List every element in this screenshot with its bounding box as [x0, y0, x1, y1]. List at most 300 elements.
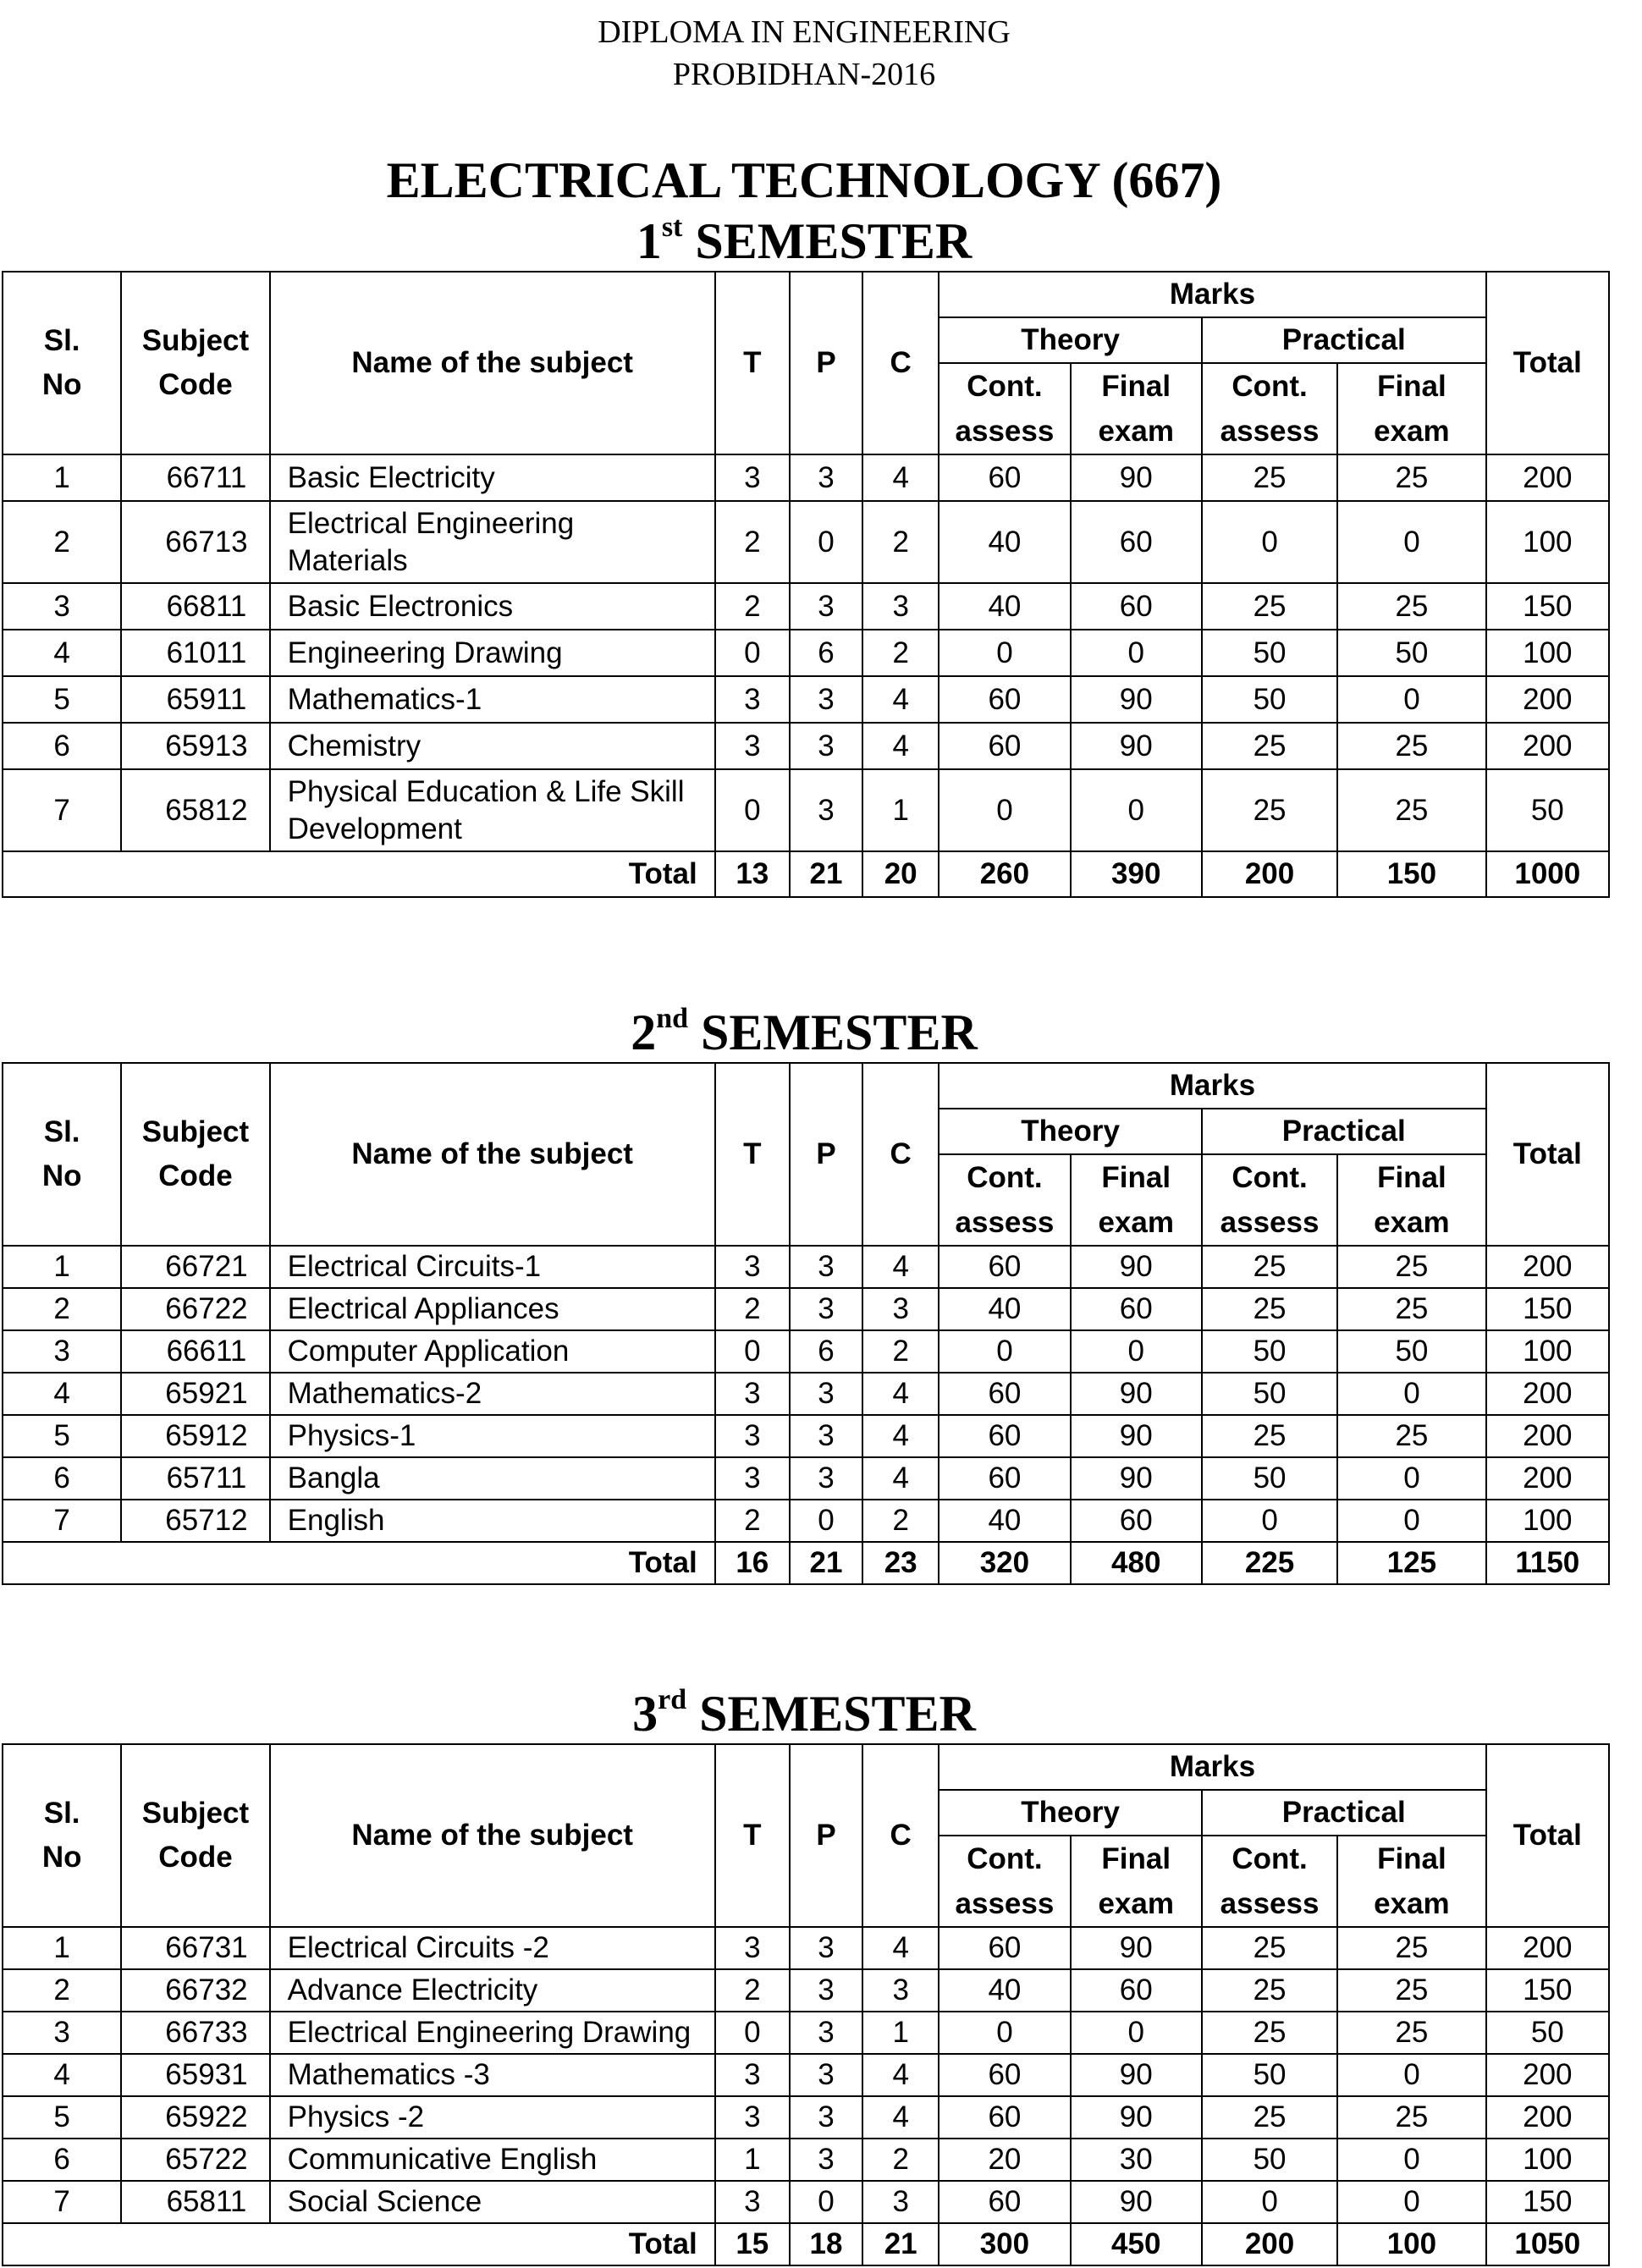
cell-total: 150: [1486, 583, 1609, 630]
subject-row: [3, 1500, 1609, 1542]
cell-practical-final-exam: 25: [1337, 769, 1485, 851]
semester-label: SEMESTER: [699, 1686, 976, 1742]
semester-label: SEMESTER: [695, 213, 973, 269]
cell-c: 3: [862, 2181, 939, 2223]
total-c: 21: [862, 2223, 939, 2265]
cell-practical-final-exam: 25: [1337, 583, 1485, 630]
cell-c: 4: [862, 676, 939, 723]
subject-row: [3, 769, 1609, 851]
cell-subject-name: [270, 501, 715, 583]
col-header-c: C: [862, 1744, 939, 1927]
cell-theory-final-exam: 0: [1071, 1330, 1202, 1373]
col-header-subject-name: Name of the subject: [270, 272, 715, 454]
cell-practical-final-exam: 25: [1337, 2096, 1485, 2139]
subject-row: [3, 2012, 1609, 2054]
cell-t: 3: [715, 2181, 790, 2223]
totals-row: [3, 851, 1609, 897]
cell-p: 3: [790, 676, 862, 723]
subject-row: [3, 1927, 1609, 1969]
col-header-theory-final: Final: [1071, 1836, 1202, 1881]
cell-t: 2: [715, 501, 790, 583]
cell-practical-cont-assess: 0: [1202, 501, 1337, 583]
total-theory-final-exam: 480: [1071, 1542, 1202, 1584]
cell-c: 3: [862, 1969, 939, 2012]
totals-label: Total: [3, 1542, 715, 1584]
col-header-theory-assess: assess: [939, 409, 1070, 454]
col-header-practical-final: Final: [1337, 363, 1485, 409]
col-header-theory-assess: assess: [939, 1200, 1070, 1246]
cell-subject-name: [270, 2012, 715, 2054]
cell-subject-name: [270, 1969, 715, 2012]
semester-number: 1: [636, 213, 662, 269]
col-header-theory-cont: Cont.: [939, 1836, 1070, 1881]
semester-number: 2: [631, 1005, 657, 1060]
cell-theory-cont-assess: 60: [939, 1373, 1070, 1415]
cell-subject-code: 65913: [121, 723, 269, 769]
cell-practical-final-exam: 0: [1337, 2181, 1485, 2223]
cell-subject-code: 65812: [121, 769, 269, 851]
subject-row: [3, 1330, 1609, 1373]
cell-subject-code: 66721: [121, 1246, 269, 1288]
cell-practical-cont-assess: 50: [1202, 1330, 1337, 1373]
total-theory-cont-assess: 320: [939, 1542, 1070, 1584]
subject-name-line: Mathematics-1: [287, 682, 482, 716]
col-header-theory: Theory: [939, 1109, 1202, 1154]
subject-row: [3, 1373, 1609, 1415]
cell-sl-no: 5: [3, 676, 121, 723]
cell-theory-final-exam: 90: [1071, 1927, 1202, 1969]
cell-subject-code: 66611: [121, 1330, 269, 1373]
total-theory-final-exam: 450: [1071, 2223, 1202, 2265]
col-header-sl-no: [3, 1744, 121, 1927]
col-header-p: P: [790, 1744, 862, 1927]
cell-c: 4: [862, 1927, 939, 1969]
cell-t: 3: [715, 454, 790, 501]
cell-t: 3: [715, 1246, 790, 1288]
cell-t: 0: [715, 1330, 790, 1373]
subject-name-line: Engineering Drawing: [287, 636, 563, 669]
totals-row: [3, 1542, 1609, 1584]
col-header-c: C: [862, 1063, 939, 1246]
total-theory-cont-assess: 260: [939, 851, 1070, 897]
cell-c: 4: [862, 1246, 939, 1288]
cell-total: 100: [1486, 1500, 1609, 1542]
cell-subject-name: [270, 2139, 715, 2181]
cell-total: 50: [1486, 769, 1609, 851]
cell-sl-no: 1: [3, 1246, 121, 1288]
subject-name-line: Bangla: [287, 1462, 380, 1495]
cell-theory-cont-assess: 0: [939, 1330, 1070, 1373]
cell-theory-cont-assess: 40: [939, 1969, 1070, 2012]
cell-c: 1: [862, 2012, 939, 2054]
cell-total: 200: [1486, 1927, 1609, 1969]
cell-c: 4: [862, 2054, 939, 2096]
subject-name-line: Electrical Circuits-1: [287, 1250, 542, 1283]
cell-theory-final-exam: 0: [1071, 630, 1202, 676]
cell-theory-cont-assess: 40: [939, 583, 1070, 630]
cell-practical-final-exam: 0: [1337, 1457, 1485, 1500]
curriculum-table: [2, 1743, 1610, 2266]
cell-subject-code: 65921: [121, 1373, 269, 1415]
cell-subject-code: 66722: [121, 1288, 269, 1330]
cell-t: 2: [715, 1500, 790, 1542]
cell-sl-no: 6: [3, 1457, 121, 1500]
cell-theory-final-exam: 90: [1071, 2096, 1202, 2139]
total-p: 21: [790, 1542, 862, 1584]
cell-sl-no: 6: [3, 723, 121, 769]
cell-total: 100: [1486, 501, 1609, 583]
col-header-practical-exam: exam: [1337, 1881, 1485, 1927]
col-header-theory-exam: exam: [1071, 409, 1202, 454]
cell-subject-code: 66711: [121, 454, 269, 501]
header-text: Subject: [141, 1115, 250, 1148]
cell-subject-name: [270, 1927, 715, 1969]
subject-name-line: Physical Education & Life Skill: [287, 774, 685, 808]
cell-theory-cont-assess: 60: [939, 1415, 1070, 1457]
cell-p: 3: [790, 2096, 862, 2139]
cell-p: 6: [790, 1330, 862, 1373]
subject-row: [3, 723, 1609, 769]
cell-subject-name: [270, 769, 715, 851]
col-header-theory-final: Final: [1071, 1154, 1202, 1200]
cell-theory-cont-assess: 0: [939, 769, 1070, 851]
cell-t: 2: [715, 1288, 790, 1330]
cell-p: 3: [790, 1969, 862, 2012]
cell-subject-code: 65711: [121, 1457, 269, 1500]
subject-row: [3, 1969, 1609, 2012]
cell-sl-no: 5: [3, 1415, 121, 1457]
grand-total: 1000: [1486, 851, 1609, 897]
cell-subject-code: 65811: [121, 2181, 269, 2223]
col-header-theory-final: Final: [1071, 363, 1202, 409]
cell-theory-cont-assess: 40: [939, 501, 1070, 583]
cell-sl-no: 2: [3, 1969, 121, 2012]
subject-name-line: Communicative English: [287, 2143, 598, 2176]
col-header-theory-exam: exam: [1071, 1200, 1202, 1246]
cell-sl-no: 1: [3, 1927, 121, 1969]
subject-name-line: Materials: [287, 543, 408, 577]
cell-theory-final-exam: 0: [1071, 769, 1202, 851]
cell-theory-cont-assess: 60: [939, 454, 1070, 501]
cell-t: 3: [715, 676, 790, 723]
semester-title: [0, 1003, 1608, 1062]
grand-total: 1050: [1486, 2223, 1609, 2265]
document-header-line2: PROBIDHAN-2016: [672, 57, 936, 92]
cell-practical-cont-assess: 25: [1202, 723, 1337, 769]
semester-title: [0, 212, 1608, 271]
semester-number: 3: [632, 1686, 658, 1742]
col-header-practical-final: Final: [1337, 1836, 1485, 1881]
cell-practical-final-exam: 25: [1337, 723, 1485, 769]
cell-c: 2: [862, 630, 939, 676]
header-text: Code: [158, 1159, 233, 1192]
col-header-marks: Marks: [939, 272, 1485, 317]
cell-theory-cont-assess: 60: [939, 676, 1070, 723]
header-text: No: [41, 1841, 82, 1874]
subject-name-line: Physics -2: [287, 2100, 425, 2133]
cell-c: 2: [862, 501, 939, 583]
cell-subject-code: 65722: [121, 2139, 269, 2181]
cell-theory-cont-assess: 20: [939, 2139, 1070, 2181]
cell-c: 4: [862, 2096, 939, 2139]
col-header-marks: Marks: [939, 1063, 1485, 1109]
cell-theory-cont-assess: 60: [939, 2054, 1070, 2096]
document-header-line1: DIPLOMA IN ENGINEERING: [598, 14, 1011, 50]
cell-t: 3: [715, 1373, 790, 1415]
cell-total: 150: [1486, 2181, 1609, 2223]
cell-practical-final-exam: 25: [1337, 1415, 1485, 1457]
cell-subject-name: [270, 1500, 715, 1542]
cell-subject-code: 65911: [121, 676, 269, 723]
cell-practical-final-exam: 50: [1337, 1330, 1485, 1373]
col-header-practical: Practical: [1202, 1790, 1486, 1836]
cell-c: 4: [862, 454, 939, 501]
cell-sl-no: 3: [3, 1330, 121, 1373]
semester-ordinal-suffix: rd: [658, 1684, 687, 1715]
cell-practical-cont-assess: 50: [1202, 1457, 1337, 1500]
subject-name-line: Advance Electricity: [287, 1973, 538, 2007]
col-header-t: T: [715, 1744, 790, 1927]
cell-practical-final-exam: 25: [1337, 1246, 1485, 1288]
cell-theory-final-exam: 90: [1071, 676, 1202, 723]
semester-ordinal-suffix: st: [661, 212, 683, 243]
cell-total: 200: [1486, 2054, 1609, 2096]
col-header-practical-final: Final: [1337, 1154, 1485, 1200]
cell-p: 3: [790, 1373, 862, 1415]
cell-total: 150: [1486, 1969, 1609, 2012]
subject-row: [3, 1457, 1609, 1500]
col-header-practical-cont: Cont.: [1202, 1836, 1337, 1881]
cell-c: 4: [862, 723, 939, 769]
total-t: 13: [715, 851, 790, 897]
cell-practical-cont-assess: 25: [1202, 1246, 1337, 1288]
cell-t: 1: [715, 2139, 790, 2181]
semester-ordinal-suffix: nd: [656, 1003, 689, 1034]
total-p: 18: [790, 2223, 862, 2265]
cell-subject-name: [270, 676, 715, 723]
semester-label: SEMESTER: [701, 1005, 978, 1060]
cell-subject-name: [270, 1373, 715, 1415]
cell-t: 3: [715, 1927, 790, 1969]
cell-theory-cont-assess: 0: [939, 2012, 1070, 2054]
cell-p: 3: [790, 2012, 862, 2054]
cell-c: 3: [862, 583, 939, 630]
cell-practical-final-exam: 25: [1337, 454, 1485, 501]
cell-p: 0: [790, 1500, 862, 1542]
cell-subject-name: [270, 2054, 715, 2096]
col-header-total: Total: [1486, 272, 1609, 454]
header-row: [3, 272, 1609, 317]
col-header-practical-assess: assess: [1202, 409, 1337, 454]
cell-subject-code: 66733: [121, 2012, 269, 2054]
cell-subject-code: 66811: [121, 583, 269, 630]
semester-title: [0, 1684, 1608, 1743]
cell-c: 1: [862, 769, 939, 851]
cell-subject-name: [270, 2181, 715, 2223]
cell-subject-name: [270, 1415, 715, 1457]
cell-practical-final-exam: 25: [1337, 1927, 1485, 1969]
col-header-subject-code: [121, 1744, 269, 1927]
total-practical-cont-assess: 200: [1202, 2223, 1337, 2265]
cell-subject-name: [270, 454, 715, 501]
grand-total: 1150: [1486, 1542, 1609, 1584]
cell-theory-final-exam: 60: [1071, 1969, 1202, 2012]
cell-theory-cont-assess: 40: [939, 1500, 1070, 1542]
subject-name-line: English: [287, 1504, 385, 1537]
col-header-practical-assess: assess: [1202, 1881, 1337, 1927]
cell-total: 200: [1486, 1415, 1609, 1457]
cell-total: 50: [1486, 2012, 1609, 2054]
subject-name-line: Computer Application: [287, 1335, 570, 1368]
total-practical-final-exam: 150: [1337, 851, 1485, 897]
subject-name-line: Basic Electronics: [287, 589, 514, 623]
subject-row: [3, 630, 1609, 676]
subject-row: [3, 1415, 1609, 1457]
cell-subject-code: 66713: [121, 501, 269, 583]
cell-subject-code: 65912: [121, 1415, 269, 1457]
cell-theory-cont-assess: 60: [939, 723, 1070, 769]
col-header-practical-exam: exam: [1337, 1200, 1485, 1246]
header-text: Sl.: [43, 1115, 80, 1148]
cell-practical-cont-assess: 25: [1202, 454, 1337, 501]
col-header-theory-cont: Cont.: [939, 363, 1070, 409]
col-header-theory: Theory: [939, 317, 1202, 363]
cell-theory-final-exam: 90: [1071, 1246, 1202, 1288]
cell-theory-final-exam: 90: [1071, 723, 1202, 769]
cell-practical-cont-assess: 50: [1202, 2054, 1337, 2096]
total-theory-final-exam: 390: [1071, 851, 1202, 897]
cell-c: 4: [862, 1373, 939, 1415]
col-header-theory-exam: exam: [1071, 1881, 1202, 1927]
total-c: 20: [862, 851, 939, 897]
cell-subject-code: 65712: [121, 1500, 269, 1542]
total-c: 23: [862, 1542, 939, 1584]
cell-p: 3: [790, 2054, 862, 2096]
cell-theory-final-exam: 60: [1071, 583, 1202, 630]
header-text: Subject: [141, 324, 250, 357]
cell-total: 200: [1486, 723, 1609, 769]
cell-theory-final-exam: 90: [1071, 2054, 1202, 2096]
cell-sl-no: 2: [3, 1288, 121, 1330]
cell-p: 3: [790, 1415, 862, 1457]
cell-practical-final-exam: 25: [1337, 2012, 1485, 2054]
total-theory-cont-assess: 300: [939, 2223, 1070, 2265]
col-header-practical: Practical: [1202, 317, 1486, 363]
subject-row: [3, 676, 1609, 723]
header-row: [3, 1063, 1609, 1109]
cell-practical-final-exam: 50: [1337, 630, 1485, 676]
col-header-t: T: [715, 272, 790, 454]
cell-practical-cont-assess: 25: [1202, 1969, 1337, 2012]
cell-practical-final-exam: 0: [1337, 1373, 1485, 1415]
cell-sl-no: 4: [3, 1373, 121, 1415]
col-header-theory: Theory: [939, 1790, 1202, 1836]
cell-c: 2: [862, 2139, 939, 2181]
cell-subject-name: [270, 1246, 715, 1288]
cell-theory-final-exam: 90: [1071, 454, 1202, 501]
col-header-t: T: [715, 1063, 790, 1246]
cell-p: 6: [790, 630, 862, 676]
cell-total: 200: [1486, 1246, 1609, 1288]
cell-p: 3: [790, 454, 862, 501]
total-practical-final-exam: 100: [1337, 2223, 1485, 2265]
cell-total: 150: [1486, 1288, 1609, 1330]
cell-t: 3: [715, 1457, 790, 1500]
cell-practical-final-exam: 0: [1337, 2054, 1485, 2096]
cell-practical-cont-assess: 50: [1202, 1373, 1337, 1415]
col-header-total: Total: [1486, 1744, 1609, 1927]
cell-theory-final-exam: 90: [1071, 2181, 1202, 2223]
cell-p: 0: [790, 2181, 862, 2223]
cell-subject-code: 66732: [121, 1969, 269, 2012]
col-header-theory-assess: assess: [939, 1881, 1070, 1927]
subject-row: [3, 2181, 1609, 2223]
cell-total: 100: [1486, 2139, 1609, 2181]
header-text: Code: [158, 368, 233, 401]
subject-name-line: Basic Electricity: [287, 460, 495, 494]
header-text: No: [41, 1159, 82, 1192]
cell-t: 0: [715, 2012, 790, 2054]
header-text: Sl.: [43, 324, 80, 357]
cell-c: 2: [862, 1500, 939, 1542]
subject-name-line: Social Science: [287, 2185, 482, 2218]
subject-row: [3, 2139, 1609, 2181]
cell-theory-cont-assess: 40: [939, 1288, 1070, 1330]
totals-label: Total: [3, 851, 715, 897]
cell-practical-final-exam: 0: [1337, 1500, 1485, 1542]
cell-practical-cont-assess: 50: [1202, 676, 1337, 723]
cell-theory-cont-assess: 0: [939, 630, 1070, 676]
cell-total: 100: [1486, 630, 1609, 676]
cell-c: 4: [862, 1415, 939, 1457]
col-header-total: Total: [1486, 1063, 1609, 1246]
subject-name-line: Electrical Appliances: [287, 1292, 559, 1325]
cell-c: 4: [862, 1457, 939, 1500]
subject-row: [3, 583, 1609, 630]
cell-sl-no: 4: [3, 630, 121, 676]
cell-subject-name: [270, 1457, 715, 1500]
subject-name-line: Chemistry: [287, 729, 422, 762]
cell-practical-final-exam: 25: [1337, 1288, 1485, 1330]
cell-practical-cont-assess: 0: [1202, 2181, 1337, 2223]
cell-practical-cont-assess: 25: [1202, 2096, 1337, 2139]
cell-p: 3: [790, 1457, 862, 1500]
cell-total: 200: [1486, 1373, 1609, 1415]
cell-sl-no: 1: [3, 454, 121, 501]
cell-theory-cont-assess: 60: [939, 2096, 1070, 2139]
cell-sl-no: 6: [3, 2139, 121, 2181]
cell-p: 0: [790, 501, 862, 583]
col-header-p: P: [790, 272, 862, 454]
cell-theory-cont-assess: 60: [939, 1457, 1070, 1500]
cell-t: 0: [715, 630, 790, 676]
cell-subject-name: [270, 2096, 715, 2139]
cell-total: 200: [1486, 2096, 1609, 2139]
cell-practical-cont-assess: 25: [1202, 1415, 1337, 1457]
col-header-practical-cont: Cont.: [1202, 1154, 1337, 1200]
cell-total: 200: [1486, 454, 1609, 501]
cell-sl-no: 3: [3, 583, 121, 630]
subject-name-line: Mathematics-2: [287, 1377, 482, 1410]
cell-t: 3: [715, 723, 790, 769]
cell-practical-final-exam: 0: [1337, 676, 1485, 723]
col-header-sl-no: [3, 1063, 121, 1246]
col-header-sl-no: [3, 272, 121, 454]
cell-practical-cont-assess: 25: [1202, 1927, 1337, 1969]
cell-theory-final-exam: 60: [1071, 1288, 1202, 1330]
cell-p: 3: [790, 769, 862, 851]
cell-sl-no: 5: [3, 2096, 121, 2139]
